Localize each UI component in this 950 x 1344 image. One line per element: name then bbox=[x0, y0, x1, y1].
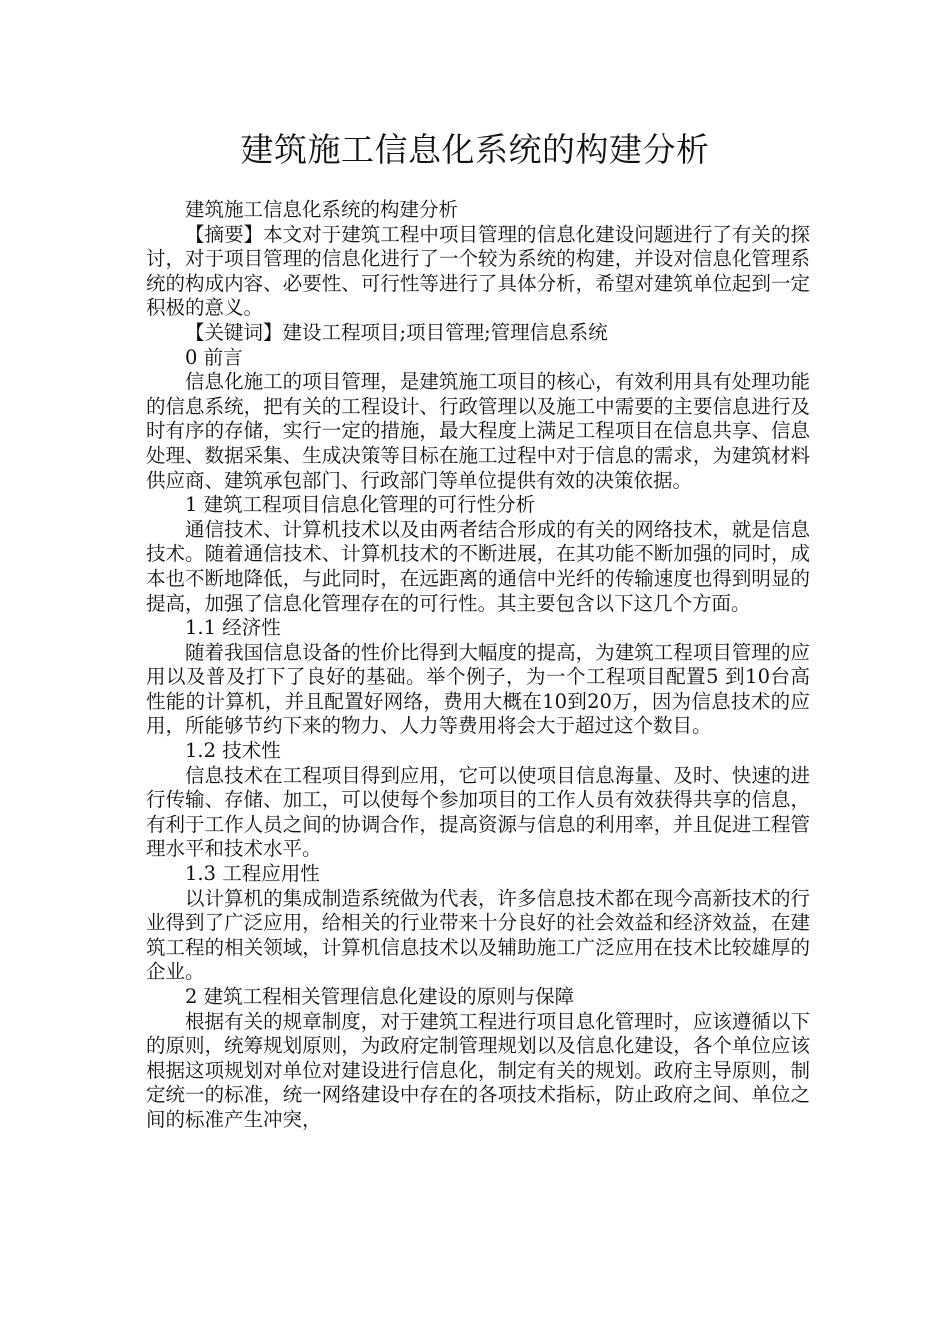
body-paragraph: 信息技术在工程项目得到应用，它可以使项目信息海量、及时、快速的进行传输、存储、加工，可以使每个参加项目的工作人员有效获得共享的信息，有利于工作人员之间的协调合作，提高资源与信息的利用率，并且促进工程管理水平和技术水平。 bbox=[146, 763, 810, 861]
section-heading-0: 0 前言 bbox=[185, 345, 243, 369]
body-paragraph: 以计算机的集成制造系统做为代表，许多信息技术都在现今高新技术的行业得到了广泛应用，给相关的行业带来十分良好的社会效益和经济效益，在建筑工程的相关领域，计算机信息技术以及辅助施工广泛应用在技术比较雄厚的企业。 bbox=[146, 886, 810, 984]
document-body bbox=[146, 198, 810, 1133]
subtitle-paragraph: 建筑施工信息化系统的构建分析 bbox=[185, 198, 459, 221]
body-paragraph: 随着我国信息设备的性价比得到大幅度的提高，为建筑工程项目管理的应用以及普及打下了良好的基础。举个例子，为一个工程项目配置5 到10台高性能的计算机，并且配置好网络，费用大概在10到20万，因为信息技术的应用，所能够节约下来的物力、人力等费用将会大于超过这个数目。 bbox=[146, 640, 810, 738]
section-heading-2: 2 建筑工程相关管理信息化建设的原则与保障 bbox=[185, 985, 575, 1008]
body-paragraph: 信息化施工的项目管理，是建筑施工项目的核心，有效利用具有处理功能的信息系统，把有关的工程设计、行政管理以及施工中需要的主要信息进行及时有序的存储，实行一定的措施，最大程度上满足工程项目在信息共享、信息处理、数据采集、生成决策等目标在施工过程中对于信息的需求，为建筑材料供应商、建筑承包部门、行政部门等单位提供有效的决策依据。 bbox=[146, 370, 810, 492]
document-title: 建筑施工信息化系统的构建分析 bbox=[240, 130, 710, 169]
subsection-heading-1-1: 1.1 经济性 bbox=[185, 616, 281, 640]
subsection-heading-1-2: 1.2 技术性 bbox=[185, 739, 281, 763]
keywords-paragraph: 【关键词】建设工程项目;项目管理;管理信息系统 bbox=[185, 320, 608, 344]
section-heading-1: 1 建筑工程项目信息化管理的可行性分析 bbox=[185, 493, 536, 517]
abstract-paragraph: 【摘要】本文对于建筑工程中项目管理的信息化建设问题进行了有关的探讨，对于项目管理的信息化进行了一个较为系统的构建，并设对信息化管理系统的构成内容、必要性、可行性等进行了具体分析，希望对建筑单位起到一定积极的意义。 bbox=[146, 222, 810, 320]
subsection-heading-1-3: 1.3 工程应用性 bbox=[185, 862, 320, 886]
body-paragraph: 根据有关的规章制度，对于建筑工程进行项目息化管理时，应该遵循以下的原则，统筹规划原则，为政府定制管理规划以及信息化建设，各个单位应该根据这项规划对单位对建设进行信息化，制定有关的规划。政府主导原则，制定统一的标准，统一网络建设中存在的各项技术指标，防止政府之间、单位之间的标准产生冲突， bbox=[146, 1009, 810, 1131]
body-paragraph: 通信技术、计算机技术以及由两者结合形成的有关的网络技术，就是信息技术。随着通信技术、计算机技术的不断进展，在其功能不断加强的同时，成本也不断地降低，与此同时，在远距离的通信中光纤的传输速度也得到明显的提高，加强了信息化管理存在的可行性。其主要包含以下这几个方面。 bbox=[146, 517, 810, 615]
